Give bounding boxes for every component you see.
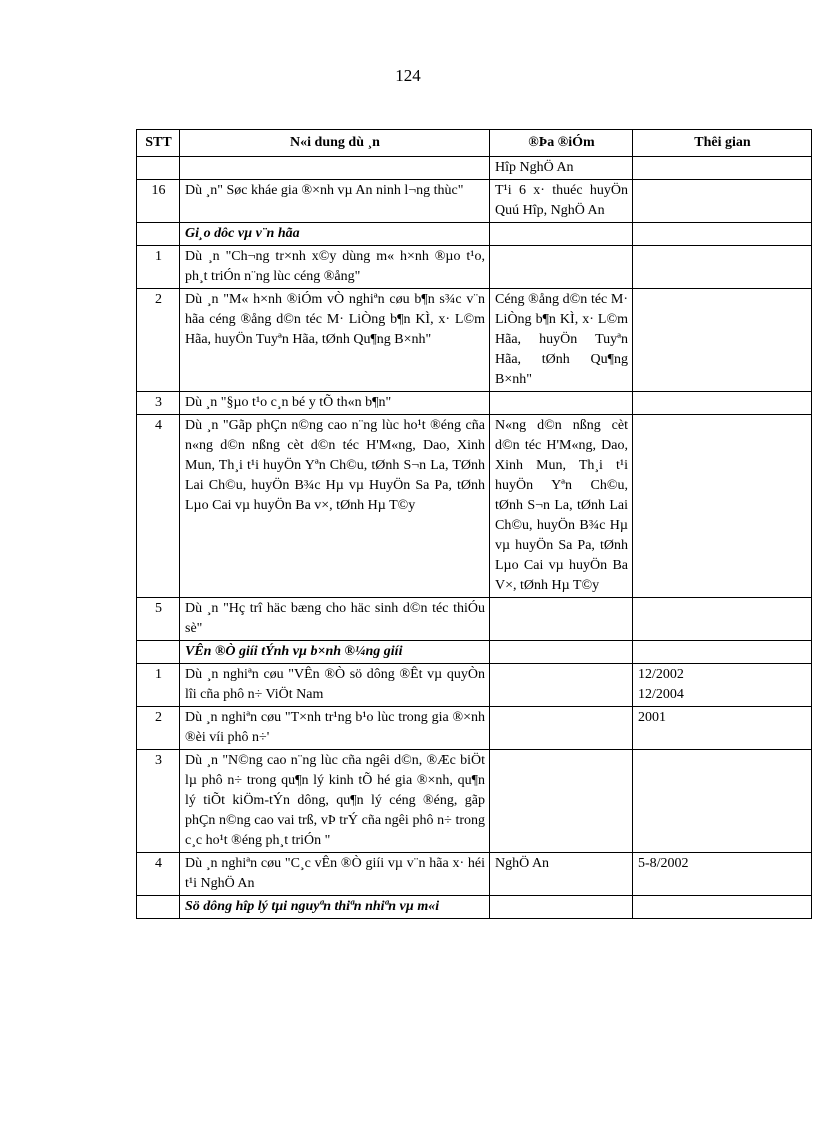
cell-stt: 1 <box>137 664 180 707</box>
cell-time <box>633 598 812 641</box>
cell-stt: 2 <box>137 289 180 392</box>
cell-stt: 3 <box>137 750 180 853</box>
section-row <box>137 641 812 664</box>
cell-stt: 2 <box>137 707 180 750</box>
cell-content: Dù ¸n "M« h×nh ®iÓm vÒ nghiªn cøu b¶n s¾c v¨n hãa céng ®ång d©n téc M· LiÒng b¶n KÌ, x· L©m Hãa, huyÖn Tuyªn Hãa, tØnh Qu¶ng B×nh" <box>180 289 490 392</box>
section-row <box>137 223 812 246</box>
cell-place: Hîp NghÖ An <box>490 157 633 180</box>
cell-place <box>490 707 633 750</box>
cell-time <box>633 415 812 598</box>
cell-time <box>633 664 812 707</box>
header-content: N«i dung dù ¸n <box>180 130 490 157</box>
table-row <box>137 750 812 853</box>
page-number: 124 <box>395 66 421 85</box>
cell-time <box>633 853 812 896</box>
cell-content: Dù ¸n "Hç trî häc bæng cho häc sinh d©n téc thiÓu sè" <box>180 598 490 641</box>
cell-place: Céng ®ång d©n téc M· LiÒng b¶n KÌ, x· L©m Hãa, huyÖn Tuyªn Hãa, tØnh Qu¶ng B×nh" <box>490 289 633 392</box>
cell-place: N«ng d©n nßng cèt d©n téc H'M«ng, Dao, Xinh Mun, Th¸i t¹i huyÖn Yªn Ch©u, tØnh S¬n La, tØnh Lai Ch©u, huyÖn B¾c Hµ vµ huyÖn Sa Pa, tØnh Lµo Cai vµ huyÖn Ba V×, tØnh Hµ T©y <box>490 415 633 598</box>
cell-place <box>490 641 633 664</box>
section-title: Gi¸o dôc vµ v¨n hãa <box>180 223 490 246</box>
cell-place <box>490 246 633 289</box>
cell-place: NghÖ An <box>490 853 633 896</box>
cell-time <box>633 750 812 853</box>
cell-stt: 4 <box>137 853 180 896</box>
time-value: 12/2002 <box>638 667 684 682</box>
cell-place <box>490 598 633 641</box>
cell-content: Dù ¸n nghiªn cøu "VÊn ®Ò sö dông ®Êt vµ quyÒn lîi cña phô n÷ ViÖt Nam <box>180 664 490 707</box>
header-time: Thêi gian <box>633 130 812 157</box>
table-body <box>137 157 812 919</box>
cell-place <box>490 223 633 246</box>
table-row <box>137 415 812 598</box>
cell-time <box>633 896 812 919</box>
table-row <box>137 707 812 750</box>
header-place: ®Þa ®iÓm <box>490 130 633 157</box>
table-row <box>137 157 812 180</box>
cell-content: Dù ¸n" Søc kháe gia ®×nh vµ An ninh l¬ng thùc" <box>180 180 490 223</box>
cell-stt: 4 <box>137 415 180 598</box>
header-stt: STT <box>137 130 180 157</box>
cell-content <box>180 157 490 180</box>
cell-time <box>633 392 812 415</box>
section-title: Sö dông hîp lý tµi nguyªn thiªn nhiªn vµ m«i <box>180 896 490 919</box>
cell-place: T¹i 6 x· thuéc huyÖn Quú Hîp, NghÖ An <box>490 180 633 223</box>
table-header-row <box>137 130 812 157</box>
cell-content: Dù ¸n "N©ng cao n¨ng lùc cña ngêi d©n, ®Æc biÖt lµ phô n÷ trong qu¶n lý kinh tÕ hé gia ®×nh, qu¶n lý tiÕt kiÖm-tÝn dông, qu¶n lý céng ®éng, gãp phÇn n©ng cao vai trß, vÞ trÝ cña ngêi phô n÷ trong c¸c ho¹t ®éng ph¸t triÓn " <box>180 750 490 853</box>
cell-time <box>633 157 812 180</box>
cell-place <box>490 392 633 415</box>
cell-stt: 3 <box>137 392 180 415</box>
table-row <box>137 598 812 641</box>
table-row <box>137 289 812 392</box>
cell-content: Dù ¸n "§µo t¹o c¸n bé y tÕ th«n b¶n" <box>180 392 490 415</box>
time-value: 12/2004 <box>638 687 684 702</box>
cell-time <box>633 707 812 750</box>
cell-content: Dù ¸n "Gãp phÇn n©ng cao n¨ng lùc ho¹t ®éng cña n«ng d©n nßng cèt d©n téc H'M«ng, Dao, Xinh Mun, Th¸i t¹i huyÖn Yªn Ch©u, tØnh S¬n La, TØnh Lai Ch©u, huyÖn B¾c Hµ vµ HuyÖn Sa Pa, tØnh Lµo Cai vµ huyÖn Ba v×, tØnh Hµ T©y <box>180 415 490 598</box>
cell-content: Dù ¸n nghiªn cøu "T×nh tr¹ng b¹o lùc trong gia ®×nh ®èi víi phô n÷' <box>180 707 490 750</box>
project-table <box>136 129 812 919</box>
cell-stt <box>137 896 180 919</box>
cell-stt <box>137 641 180 664</box>
cell-place <box>490 750 633 853</box>
cell-stt <box>137 223 180 246</box>
cell-content: Dù ¸n nghiªn cøu "C¸c vÊn ®Ò giíi vµ v¨n hãa x· héi t¹i NghÖ An <box>180 853 490 896</box>
cell-time <box>633 246 812 289</box>
cell-place <box>490 664 633 707</box>
section-title: VÊn ®Ò giíi tÝnh vµ b×nh ®¼ng giíi <box>180 641 490 664</box>
cell-stt: 1 <box>137 246 180 289</box>
cell-content: Dù ¸n "Ch¬ng tr×nh x©y dùng m« h×nh ®µo t¹o, ph¸t triÓn n¨ng lùc céng ®ång" <box>180 246 490 289</box>
time-value: 2001 <box>638 710 666 725</box>
cell-stt <box>137 157 180 180</box>
cell-time <box>633 180 812 223</box>
time-value: 5-8/2002 <box>638 856 689 871</box>
cell-time <box>633 641 812 664</box>
cell-place <box>490 896 633 919</box>
table-row <box>137 246 812 289</box>
table-row <box>137 664 812 707</box>
section-row <box>137 896 812 919</box>
cell-stt: 16 <box>137 180 180 223</box>
table-row <box>137 392 812 415</box>
table-row <box>137 853 812 896</box>
cell-time <box>633 289 812 392</box>
cell-stt: 5 <box>137 598 180 641</box>
table-row <box>137 180 812 223</box>
cell-time <box>633 223 812 246</box>
